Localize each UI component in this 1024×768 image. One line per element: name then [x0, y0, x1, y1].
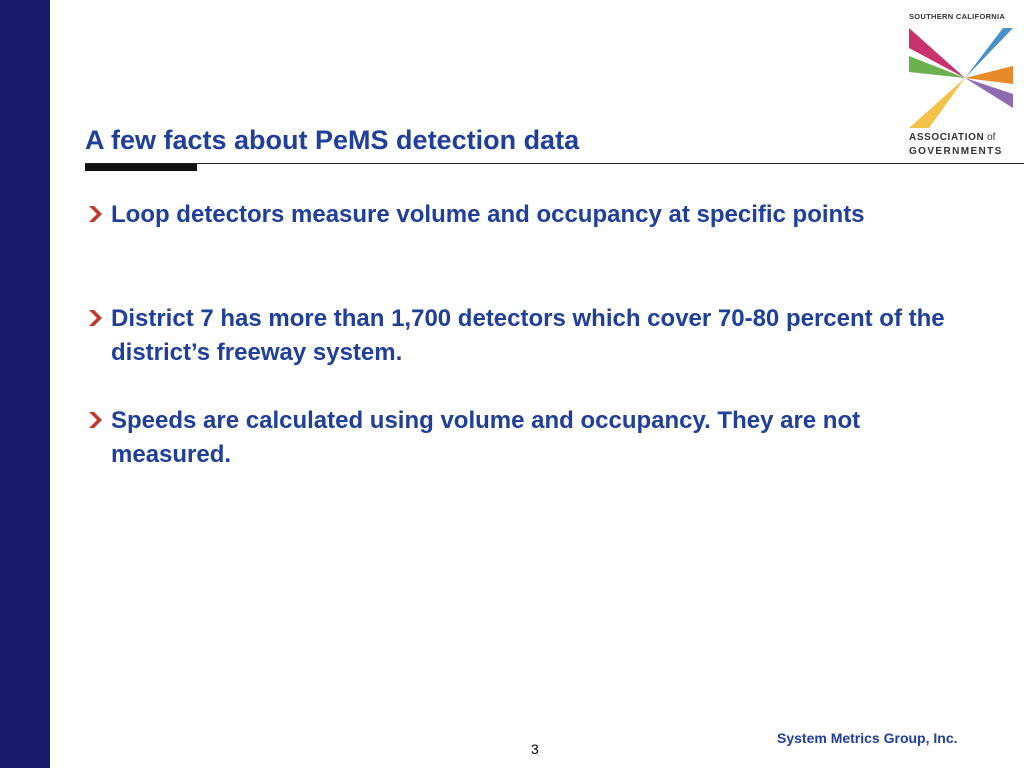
bullet-arrow-icon [87, 411, 103, 429]
bullet-arrow-icon [87, 205, 103, 223]
slide-title: A few facts about PeMS detection data [85, 125, 580, 155]
scag-logo [905, 10, 1017, 160]
bullet-text-2: District 7 has more than 1,700 detectors which cover 70-80 percent of the district’s freeway system. [111, 305, 945, 366]
title-underline [85, 163, 1024, 164]
logo-text-association-word: ASSOCIATION [909, 132, 985, 143]
footer-company-name: System Metrics Group, Inc. [777, 730, 958, 746]
bullet-item-1 [87, 198, 967, 232]
logo-text-southern-california: SOUTHERN CALIFORNIA [909, 12, 1006, 21]
logo-text-association [909, 132, 995, 143]
bullet-arrow-icon [87, 309, 103, 327]
bullet-item-3 [87, 404, 967, 472]
logo-mark-icon [907, 26, 1015, 130]
logo-text-of: of [984, 132, 996, 143]
logo-ray-yellow [909, 78, 965, 128]
bullet-text-3: Speeds are calculated using volume and occupancy. They are not measured. [111, 407, 861, 468]
bullet-item-2 [87, 302, 967, 370]
logo-text-governments: GOVERNMENTS [909, 146, 1003, 157]
bullet-text-1: Loop detectors measure volume and occupancy at specific points [111, 201, 865, 228]
page-number: 3 [531, 741, 539, 757]
title-underline-accent [85, 164, 197, 171]
left-accent-bar [0, 0, 50, 768]
